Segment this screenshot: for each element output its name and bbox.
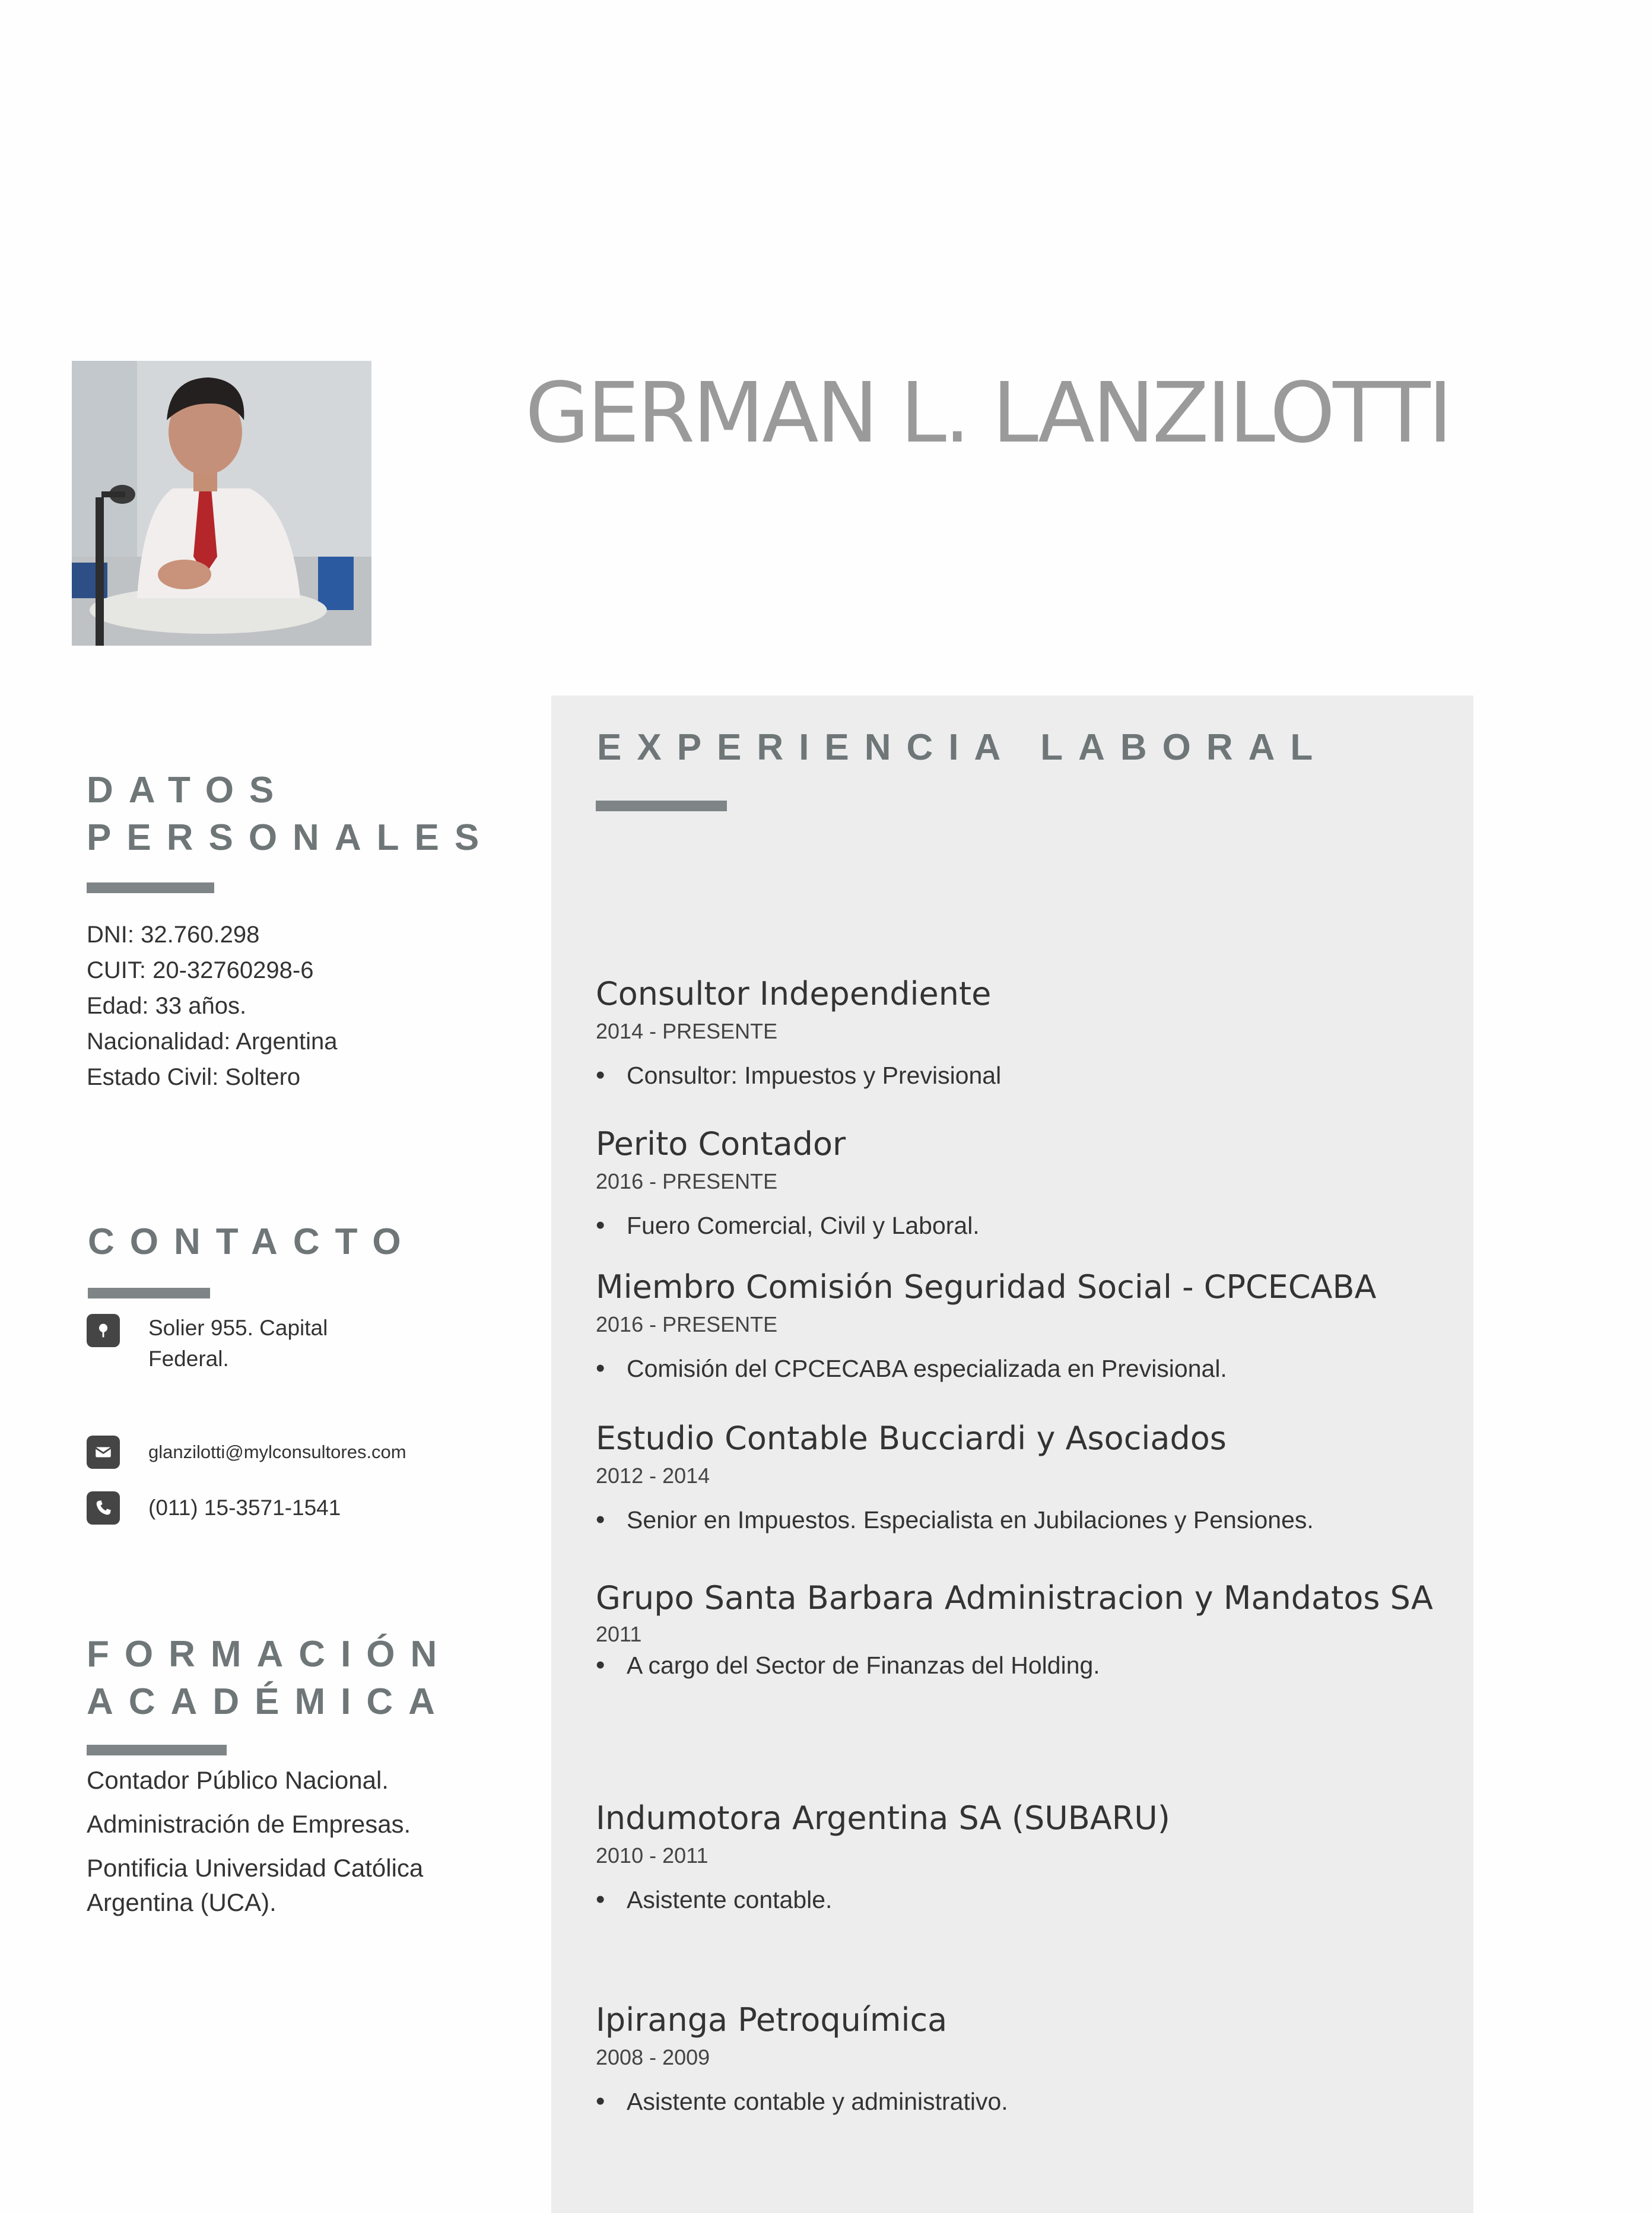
- job-dates: 2014 - PRESENTE: [596, 1019, 778, 1043]
- education-heading: [87, 1631, 452, 1726]
- email-row: [87, 1436, 406, 1469]
- email-icon: [87, 1436, 120, 1469]
- civil-status-text: Estado Civil: Soltero: [87, 1064, 301, 1090]
- profile-photo: [72, 361, 371, 646]
- job-entry: [596, 1268, 1450, 1385]
- job-title: Estudio Contable Bucciardi y Asociados: [596, 1420, 1227, 1457]
- job-bullet: • Fuero Comercial, Civil y Laboral.: [596, 1209, 1450, 1242]
- degree-text: Contador Público Nacional.: [87, 1766, 389, 1794]
- job-bullet: • Comisión del CPCECABA especializada en Previsional.: [596, 1352, 1450, 1385]
- education-list: [87, 1763, 490, 1929]
- personal-heading: [87, 767, 494, 862]
- job-title: Miembro Comisión Seguridad Social - CPCECABA: [596, 1268, 1377, 1306]
- job-bullet: • Senior en Impuestos. Especialista en Jubilaciones y Pensiones.: [596, 1503, 1450, 1536]
- job-entry: [596, 1799, 1450, 1916]
- address-line1: Solier 955. Capital: [148, 1316, 328, 1340]
- personal-list: [87, 917, 338, 1095]
- phone-text: (011) 15-3571-1541: [148, 1496, 341, 1520]
- education-heading-line1: FORMACIÓN: [87, 1634, 453, 1675]
- address-row: [87, 1314, 328, 1374]
- job-dates: 2016 - PRESENTE: [596, 1169, 778, 1193]
- job-dates: 2012 - 2014: [596, 1463, 710, 1488]
- job-title: Perito Contador: [596, 1125, 846, 1163]
- job-dates: 2008 - 2009: [596, 2045, 710, 2069]
- job-title: Consultor Independiente: [596, 975, 992, 1012]
- nationality-text: Nacionalidad: Argentina: [87, 1028, 338, 1055]
- personal-divider: [87, 882, 214, 893]
- job-entry: [596, 1579, 1450, 1682]
- candidate-name: GERMAN L. LANZILOTTI: [525, 365, 1450, 462]
- job-entry: [596, 1419, 1450, 1536]
- job-dates: 2011: [596, 1622, 642, 1646]
- job-dates: 2010 - 2011: [596, 1843, 709, 1868]
- program-text: Administración de Empresas.: [87, 1810, 411, 1838]
- contact-heading: CONTACTO: [88, 1221, 417, 1262]
- dni-text: DNI: 32.760.298: [87, 922, 260, 948]
- email-link[interactable]: glanzilotti@mylconsultores.com: [148, 1442, 406, 1462]
- job-title: Indumotora Argentina SA (SUBARU): [596, 1799, 1170, 1837]
- experience-divider: [596, 801, 727, 811]
- job-bullet: • A cargo del Sector de Finanzas del Holding.: [596, 1649, 1450, 1682]
- experience-heading: EXPERIENCIA LABORAL: [597, 727, 1329, 768]
- university-text: Pontificia Universidad Católica Argentina (UCA).: [87, 1854, 424, 1916]
- education-heading-line2: ACADÉMICA: [87, 1681, 450, 1722]
- job-entry: [596, 1125, 1450, 1242]
- person-illustration: [72, 361, 371, 646]
- personal-heading-line2: PERSONALES: [87, 817, 495, 858]
- job-dates: 2016 - PRESENTE: [596, 1312, 778, 1336]
- job-bullet: • Consultor: Impuestos y Previsional: [596, 1059, 1450, 1092]
- job-title: Ipiranga Petroquímica: [596, 2001, 948, 2039]
- job-bullet: • Asistente contable.: [596, 1883, 1450, 1916]
- age-text: Edad: 33 años.: [87, 993, 247, 1019]
- job-bullet: • Asistente contable y administrativo.: [596, 2085, 1450, 2118]
- job-entry: [596, 2001, 1450, 2118]
- job-title: Grupo Santa Barbara Administracion y Mandatos SA: [596, 1579, 1433, 1617]
- contact-divider: [88, 1288, 210, 1298]
- phone-icon: [87, 1491, 120, 1525]
- personal-heading-line1: DATOS: [87, 770, 290, 811]
- location-icon: [87, 1314, 120, 1347]
- cuit-text: CUIT: 20-32760298-6: [87, 957, 314, 983]
- job-entry: [596, 974, 1450, 1092]
- phone-row: [87, 1491, 341, 1525]
- education-divider: [87, 1745, 227, 1755]
- address-line2: Federal.: [148, 1347, 229, 1371]
